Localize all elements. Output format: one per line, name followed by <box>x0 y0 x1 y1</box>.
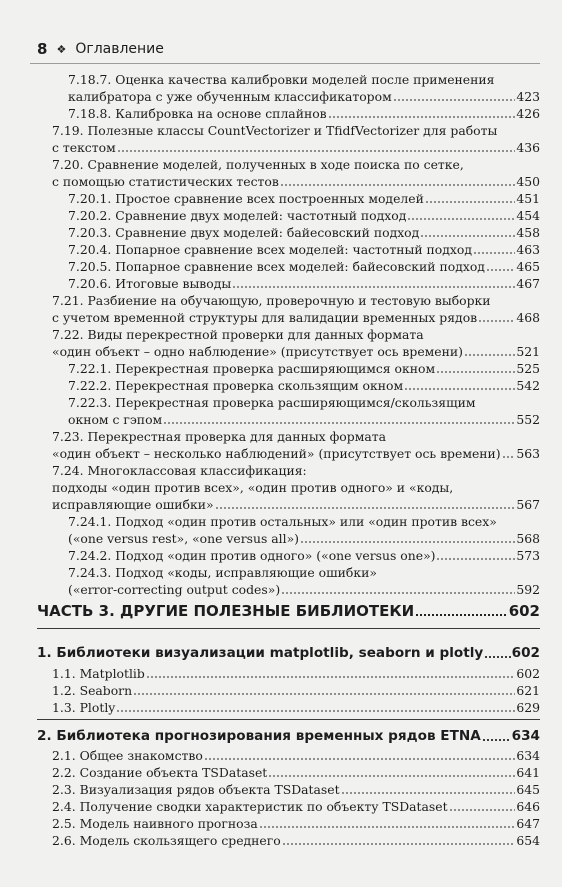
toc-entry-title: («one versus rest», «one versus all») <box>68 531 299 546</box>
toc-entry-title: 7.20.2. Сравнение двух моделей: частотный подход <box>68 208 407 223</box>
toc-chapter-title: 1. Библиотеки визуализации matplotlib, seaborn и plotly <box>37 645 484 661</box>
dot-leader <box>473 251 515 255</box>
dot-leader <box>420 234 515 238</box>
dot-leader <box>393 98 516 102</box>
toc-entry <box>52 310 540 326</box>
dot-leader <box>436 370 515 374</box>
toc-entry-title: исправляющие ошибки» <box>52 497 214 512</box>
toc-line: подходы «один против всех», «один против одного» и «коды, <box>52 480 454 495</box>
dot-leader <box>404 387 515 391</box>
toc-line: 7.22. Виды перекрестной проверки для данных формата <box>52 327 424 342</box>
toc-line: 7.20. Сравнение моделей, полученных в ходе поиска по сетке, <box>52 157 464 172</box>
dot-leader <box>482 738 511 742</box>
chapter-divider <box>37 719 540 720</box>
toc-entry <box>52 799 540 815</box>
toc-entry-title: 2.2. Создание объекта TSDataset <box>52 765 268 780</box>
toc-entry <box>68 531 540 547</box>
toc-entry-title: с текстом <box>52 140 116 155</box>
toc-entry-page: 468 <box>516 310 540 325</box>
dot-leader <box>478 319 515 323</box>
toc-entry <box>52 140 540 156</box>
dot-leader <box>215 506 516 510</box>
dot-leader <box>268 774 515 778</box>
dot-leader <box>282 842 516 846</box>
toc-entry-title: 2.6. Модель скользящего среднего <box>52 833 281 848</box>
toc-entry <box>52 683 540 699</box>
dot-leader <box>415 613 507 617</box>
dot-leader <box>204 757 516 761</box>
dot-leader <box>281 591 515 595</box>
page-header <box>37 40 164 58</box>
dot-leader <box>425 200 515 204</box>
toc-entry <box>68 361 540 377</box>
dot-leader <box>117 149 516 153</box>
toc-entry-page: 568 <box>516 531 540 546</box>
toc-entry-page: 423 <box>516 89 540 104</box>
dot-leader <box>146 675 516 679</box>
toc-entry <box>68 412 540 428</box>
dot-leader <box>341 791 516 795</box>
toc-entry-page: 436 <box>516 140 540 155</box>
toc-line: 7.23. Перекрестная проверка для данных формата <box>52 429 386 444</box>
dot-leader <box>280 183 516 187</box>
toc-entry <box>68 242 540 258</box>
toc-entry <box>52 765 540 781</box>
toc-entry-title: 7.22.1. Перекрестная проверка расширяющимся окном <box>68 361 436 376</box>
toc-entry <box>52 782 540 798</box>
toc-part-page: 602 <box>508 602 540 620</box>
toc-entry <box>68 208 540 224</box>
dot-leader <box>116 709 515 713</box>
dot-leader <box>407 217 515 221</box>
toc-entry-title: 7.20.1. Простое сравнение всех построенных моделей <box>68 191 424 206</box>
toc-entry-page: 525 <box>516 361 540 376</box>
toc-line: 7.18.7. Оценка качества калибровки моделей после применения <box>68 72 495 87</box>
toc-entry-page: 454 <box>516 208 540 223</box>
toc-entry-page: 641 <box>516 765 540 780</box>
toc-entry-title: («error-correcting output codes») <box>68 582 281 597</box>
running-title: Оглавление <box>75 41 164 57</box>
toc-entry-title: 1.1. Matplotlib <box>52 666 145 681</box>
toc-entry-page: 647 <box>516 816 540 831</box>
toc-entry-page: 542 <box>516 378 540 393</box>
toc-entry <box>52 816 540 832</box>
toc-chapter-title: 2. Библиотека прогнозирования временных рядов ETNA <box>37 728 481 744</box>
toc-entry <box>52 497 540 513</box>
dot-leader <box>486 268 515 272</box>
toc-entry-title: 1.2. Seaborn <box>52 683 133 698</box>
dot-leader <box>328 115 516 119</box>
toc-line: 7.24.3. Подход «коды, исправляющие ошибки» <box>68 565 377 580</box>
toc-entry <box>68 106 540 122</box>
toc-entry <box>52 833 540 849</box>
toc-line: 7.21. Разбиение на обучающую, проверочную и тестовую выборки <box>52 293 491 308</box>
toc-entry <box>52 344 540 360</box>
page-number: 8 <box>37 40 48 58</box>
toc-entry <box>68 548 540 564</box>
dot-leader <box>259 825 516 829</box>
toc-entry <box>52 174 540 190</box>
toc-entry-page: 592 <box>516 582 540 597</box>
toc-entry-page: 463 <box>516 242 540 257</box>
toc-entry-page: 573 <box>516 548 540 563</box>
toc-chapter-page: 634 <box>511 728 540 744</box>
toc-entry-title: 7.20.3. Сравнение двух моделей: байесовский подход <box>68 225 420 240</box>
toc-entry <box>68 276 540 292</box>
toc-entry <box>52 666 540 682</box>
toc-entry-title: калибратора с уже обученным классификатором <box>68 89 392 104</box>
toc-entry <box>52 748 540 764</box>
toc-entry-page: 465 <box>516 259 540 274</box>
toc-line: 7.24.1. Подход «один против остальных» или «один против всех» <box>68 514 497 529</box>
dot-leader <box>484 655 510 659</box>
toc-entry-page: 629 <box>516 700 540 715</box>
toc-entry-title: 2.3. Визуализация рядов объекта TSDataset <box>52 782 340 797</box>
toc-entry-title: 7.18.8. Калибровка на основе сплайнов <box>68 106 327 121</box>
toc-entry <box>68 259 540 275</box>
toc-entry-page: 634 <box>516 748 540 763</box>
toc-entry-page: 646 <box>516 799 540 814</box>
toc-entry <box>52 446 540 462</box>
toc-entry-page: 521 <box>516 344 540 359</box>
toc-entry <box>68 582 540 598</box>
dot-leader <box>300 540 515 544</box>
toc-entry <box>68 89 540 105</box>
toc-line: 7.22.3. Перекрестная проверка расширяющимся/скользящим <box>68 395 476 410</box>
toc-chapter-heading <box>37 727 540 746</box>
toc-entry-title: 2.5. Модель наивного прогноза <box>52 816 258 831</box>
toc-entry-page: 458 <box>516 225 540 240</box>
toc-entry-title: 7.20.6. Итоговые выводы <box>68 276 232 291</box>
toc-entry-title: 7.20.5. Попарное сравнение всех моделей: байесовский подход <box>68 259 485 274</box>
toc-entry-page: 563 <box>516 446 540 461</box>
toc-entry-page: 645 <box>516 782 540 797</box>
toc-chapter-page: 602 <box>511 645 540 661</box>
toc-entry-page: 552 <box>516 412 540 427</box>
dot-leader <box>133 692 515 696</box>
toc-entry-title: 7.22.2. Перекрестная проверка скользящим окном <box>68 378 404 393</box>
toc-line: 7.19. Полезные классы CountVectorizer и TfidfVectorizer для работы <box>52 123 498 138</box>
toc-entry-title: с помощью статистических тестов <box>52 174 279 189</box>
toc-entry-title: 1.3. Plotly <box>52 700 116 715</box>
toc-entry-title: окном с гэпом <box>68 412 163 427</box>
toc-entry-page: 621 <box>516 683 540 698</box>
toc-entry <box>52 700 540 716</box>
dot-leader <box>163 421 515 425</box>
toc-entry-title: «один объект – несколько наблюдений» (присутствует ось времени) <box>52 446 501 461</box>
toc-entry-title: 7.20.4. Попарное сравнение всех моделей: частотный подход <box>68 242 472 257</box>
toc-entry-title: «один объект – одно наблюдение» (присутствует ось времени) <box>52 344 463 359</box>
toc-entry-title: с учетом временной структуры для валидации временных рядов <box>52 310 478 325</box>
toc-entry-title: 7.24.2. Подход «один против одного» («one versus one») <box>68 548 436 563</box>
toc-entry <box>68 378 540 394</box>
toc-entry-page: 467 <box>516 276 540 291</box>
dot-leader <box>449 808 516 812</box>
dot-leader <box>502 455 516 459</box>
toc-line: 7.24. Многоклассовая классификация: <box>52 463 307 478</box>
toc-entry-title: 2.4. Получение сводки характеристик по объекту TSDataset <box>52 799 448 814</box>
toc-entry <box>68 191 540 207</box>
toc-entry-page: 654 <box>516 833 540 848</box>
toc-entry-page: 602 <box>516 666 540 681</box>
toc-entry-page: 450 <box>516 174 540 189</box>
diamond-ornament-icon: ❖ <box>56 42 67 56</box>
toc-chapter-heading <box>37 644 540 663</box>
part-divider <box>37 628 540 629</box>
dot-leader <box>232 285 515 289</box>
header-rule <box>30 63 540 64</box>
toc-entry-page: 567 <box>516 497 540 512</box>
toc-part-title: ЧАСТЬ 3. ДРУГИЕ ПОЛЕЗНЫЕ БИБЛИОТЕКИ <box>37 602 415 620</box>
toc-entry-title: 2.1. Общее знакомство <box>52 748 203 763</box>
dot-leader <box>464 353 515 357</box>
toc-entry-page: 426 <box>516 106 540 121</box>
dot-leader <box>436 557 515 561</box>
toc-entry <box>68 225 540 241</box>
toc-entry-page: 451 <box>516 191 540 206</box>
toc-part-heading <box>37 601 540 621</box>
